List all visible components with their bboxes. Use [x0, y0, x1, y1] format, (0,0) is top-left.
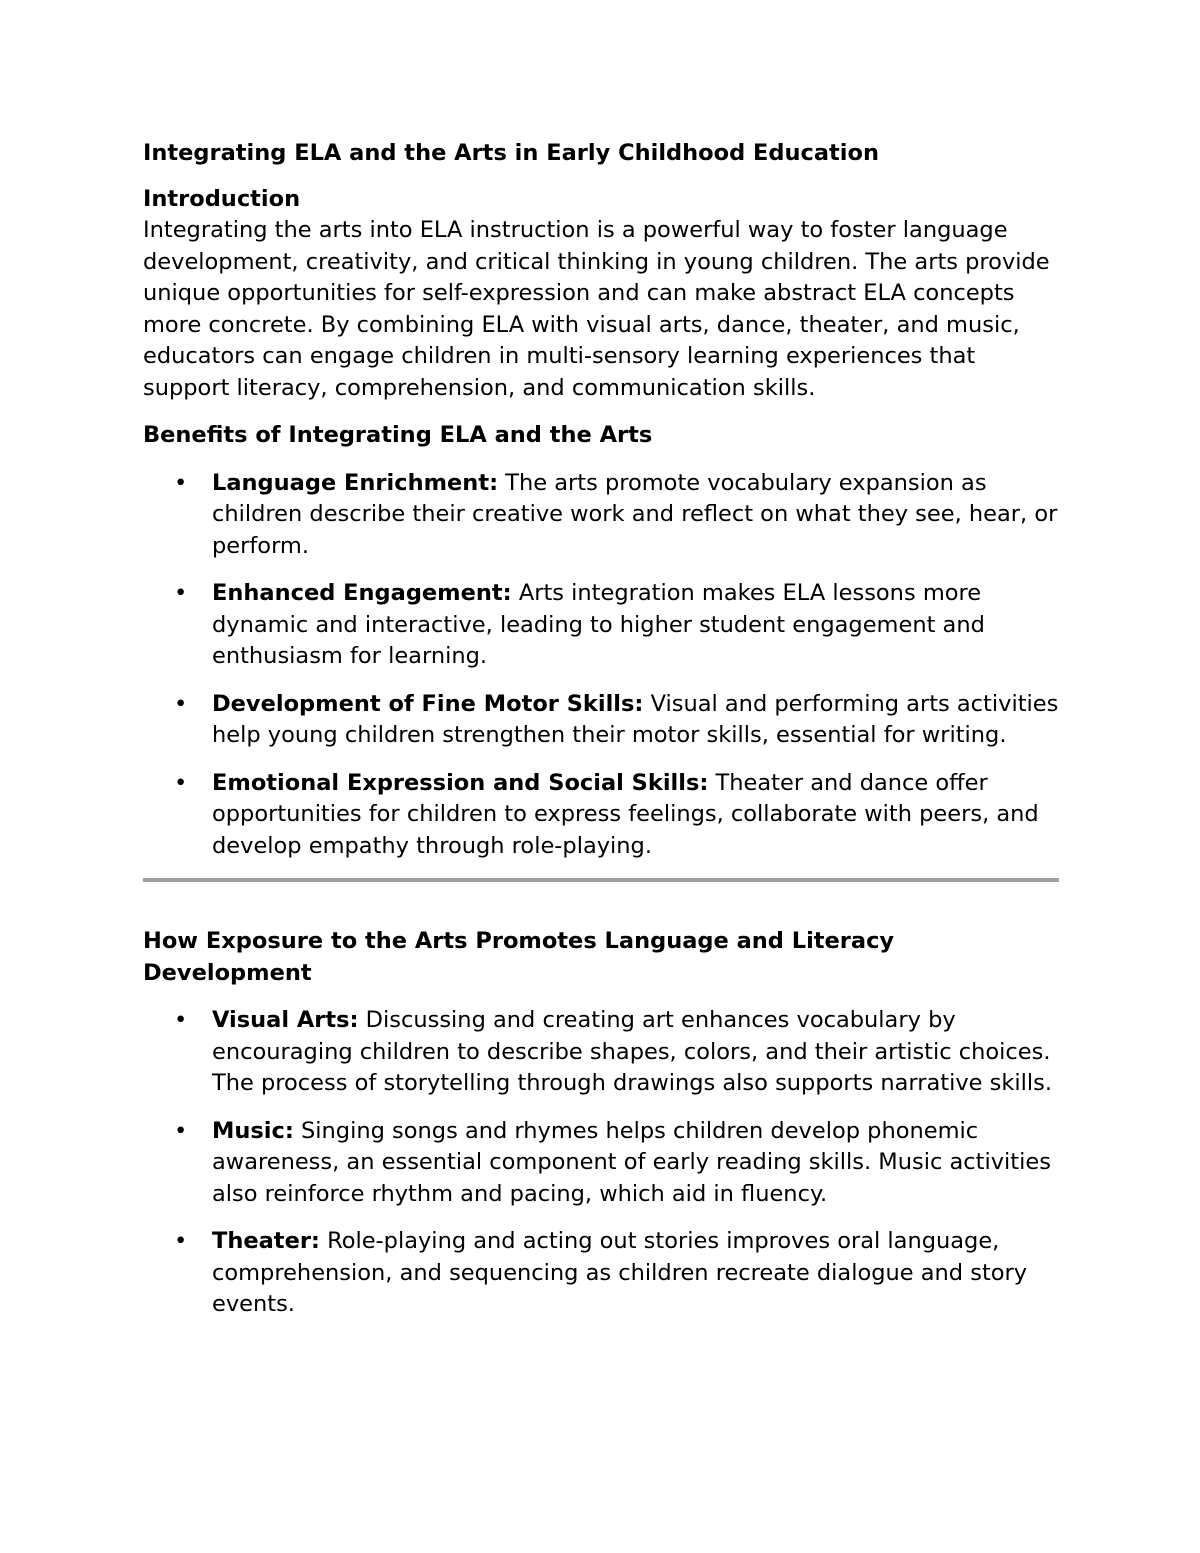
benefits-heading: Benefits of Integrating ELA and the Arts [143, 422, 653, 448]
bullet-icon: • [174, 1007, 188, 1033]
list-item [143, 468, 1059, 563]
bullet-icon: • [174, 769, 188, 796]
list-item-term: Visual Arts: [212, 1007, 359, 1033]
bullet-icon: • [174, 690, 188, 717]
benefits-list [143, 468, 1059, 863]
list-item-text: Theater and dance offer opportunities for children to express feelings, collaborate with peers, and develop empathy through role-playing. [212, 769, 1039, 859]
list-item [143, 689, 1059, 752]
introduction-heading: Introduction [143, 185, 301, 212]
document-title: Integrating ELA and the Arts in Early Childhood Education [143, 140, 879, 166]
list-item-term: Music: [212, 1117, 294, 1144]
list-item [143, 1005, 1059, 1100]
list-item-term: Language Enrichment: [212, 469, 499, 496]
bullet-icon: • [174, 1228, 188, 1254]
bullet-icon: • [174, 469, 188, 496]
document-page [143, 138, 1059, 1337]
list-item-text: Discussing and creating art enhances vocabulary by encouraging children to describe shapes, colors, and their artistic choices. The process of storytelling through drawings also supports narrative skills. [212, 1007, 1053, 1096]
exposure-heading: How Exposure to the Arts Promotes Language and Literacy Development [143, 928, 895, 986]
list-item-text: Arts integration makes ELA lessons more dynamic and interactive, leading to higher student engagement and enthusiasm for learning. [212, 580, 985, 669]
list-item-term: Theater: [212, 1228, 320, 1254]
list-item-term: Development of Fine Motor Skills: [212, 690, 644, 717]
bullet-icon: • [174, 580, 188, 606]
list-item-text: The arts promote vocabulary expansion as children describe their creative work and reflect on what they see, hear, or perform. [212, 469, 1058, 559]
list-item-text: Role-playing and acting out stories improves oral language, comprehension, and sequencing as children recreate dialogue and story events. [212, 1228, 1028, 1317]
introduction-paragraph: Integrating the arts into ELA instruction is a powerful way to foster language development, creativity, and critical thinking in young children. The arts provide unique opportunities for self-expression and can make abstract ELA concepts more concrete. By combining ELA with visual arts, dance, theater, and music, educators can engage children in multi-sensory learning experiences that support literacy, comprehension, and communication skills. [143, 217, 1050, 401]
bullet-icon: • [174, 1117, 188, 1144]
list-item [143, 768, 1059, 863]
list-item-term: Enhanced Engagement: [212, 580, 512, 606]
list-item-text: Visual and performing arts activities help young children strengthen their motor skills, essential for writing. [212, 690, 1059, 748]
list-item [143, 578, 1059, 673]
horizontal-divider [143, 878, 1059, 882]
exposure-list [143, 1005, 1059, 1321]
list-item [143, 1116, 1059, 1211]
list-item-term: Emotional Expression and Social Skills: [212, 769, 709, 796]
list-item-text: Singing songs and rhymes helps children develop phonemic awareness, an essential component of early reading skills. Music activities also reinforce rhythm and pacing, which aid in fluency. [212, 1117, 1051, 1207]
list-item [143, 1226, 1059, 1321]
